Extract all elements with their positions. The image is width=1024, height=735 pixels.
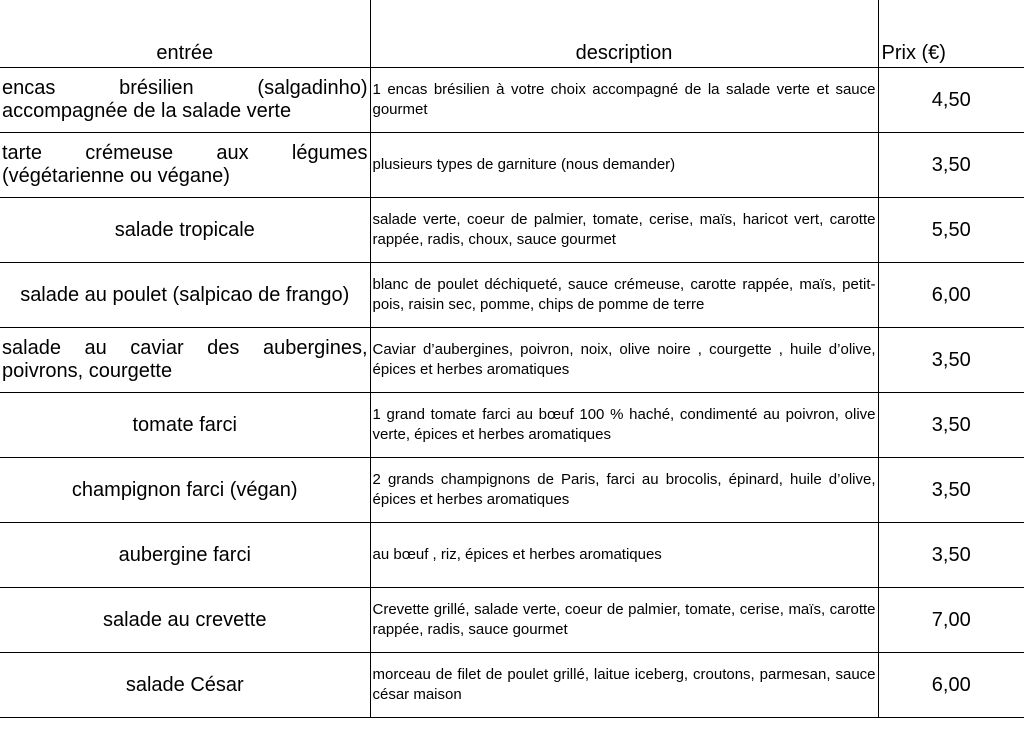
- item-price: 6,00: [878, 263, 1024, 328]
- header-row: [0, 0, 1024, 68]
- item-name: salade au caviar des aubergines, poivrons, courgette: [0, 328, 370, 393]
- table-row: [0, 588, 1024, 653]
- item-description: au bœuf , riz, épices et herbes aromatiques: [370, 523, 878, 588]
- table-row: [0, 393, 1024, 458]
- table-row: [0, 458, 1024, 523]
- item-price: 3,50: [878, 328, 1024, 393]
- item-description: 1 encas brésilien à votre choix accompagné de la salade verte et sauce gourmet: [370, 68, 878, 133]
- item-name: salade au crevette: [0, 588, 370, 653]
- item-description: Caviar d’aubergines, poivron, noix, olive noire , courgette , huile d’olive, épices et herbes aromatiques: [370, 328, 878, 393]
- item-description: 2 grands champignons de Paris, farci au brocolis, épinard, huile d’olive, épices et herbes aromatiques: [370, 458, 878, 523]
- item-price: 6,00: [878, 653, 1024, 718]
- item-name: salade tropicale: [0, 198, 370, 263]
- table-row: [0, 523, 1024, 588]
- table-row: [0, 198, 1024, 263]
- item-name: encas brésilien (salgadinho) accompagnée de la salade verte: [0, 68, 370, 133]
- table-row: [0, 328, 1024, 393]
- item-description: salade verte, coeur de palmier, tomate, cerise, maïs, haricot vert, carotte rappée, radis, choux, sauce gourmet: [370, 198, 878, 263]
- item-description: morceau de filet de poulet grillé, laitue iceberg, croutons, parmesan, sauce césar maison: [370, 653, 878, 718]
- table-row: [0, 68, 1024, 133]
- header-description: description: [370, 0, 878, 68]
- header-prix: Prix (€): [878, 0, 1024, 68]
- item-price: 3,50: [878, 393, 1024, 458]
- item-description: Crevette grillé, salade verte, coeur de palmier, tomate, cerise, maïs, carotte rappée, radis, sauce gourmet: [370, 588, 878, 653]
- item-price: 3,50: [878, 133, 1024, 198]
- table-row: [0, 263, 1024, 328]
- header-entree: entrée: [0, 0, 370, 68]
- item-name: tomate farci: [0, 393, 370, 458]
- item-name: aubergine farci: [0, 523, 370, 588]
- table-row: [0, 133, 1024, 198]
- table-row: [0, 653, 1024, 718]
- item-name: salade César: [0, 653, 370, 718]
- item-price: 3,50: [878, 523, 1024, 588]
- item-name: salade au poulet (salpicao de frango): [0, 263, 370, 328]
- item-name: tarte crémeuse aux légumes (végétarienne ou végane): [0, 133, 370, 198]
- item-price: 3,50: [878, 458, 1024, 523]
- item-price: 5,50: [878, 198, 1024, 263]
- item-description: 1 grand tomate farci au bœuf 100 % haché, condimenté au poivron, olive verte, épices et herbes aromatiques: [370, 393, 878, 458]
- item-price: 4,50: [878, 68, 1024, 133]
- item-name: champignon farci (végan): [0, 458, 370, 523]
- item-description: blanc de poulet déchiqueté, sauce crémeuse, carotte rappée, maïs, petit-pois, raisin sec, pomme, chips de pomme de terre: [370, 263, 878, 328]
- item-price: 7,00: [878, 588, 1024, 653]
- item-description: plusieurs types de garniture (nous demander): [370, 133, 878, 198]
